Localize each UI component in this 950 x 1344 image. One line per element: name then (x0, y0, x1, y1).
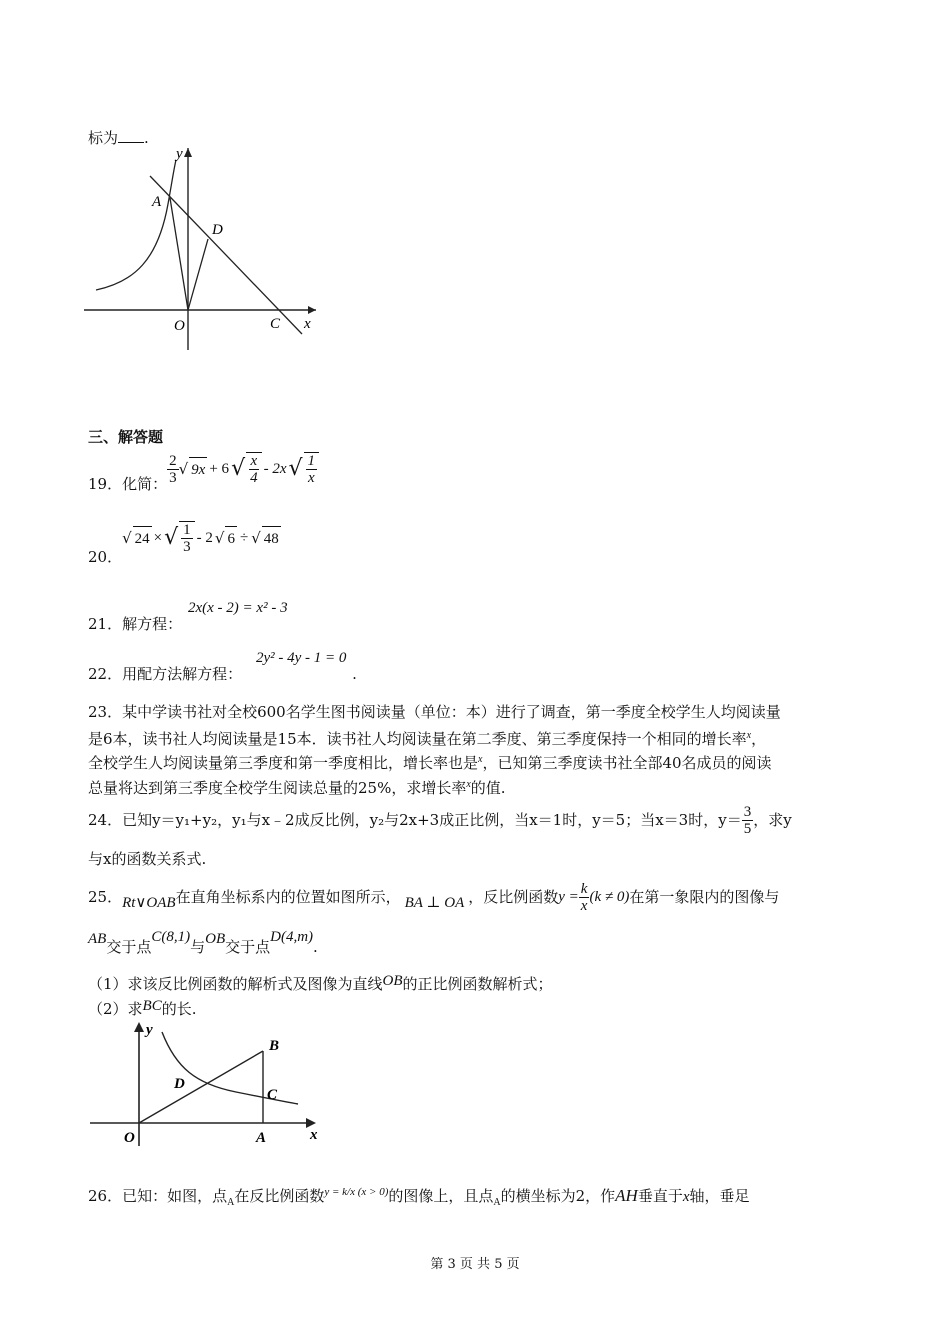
label-c: C (267, 1087, 278, 1103)
question-20: 20． √ 24 × √ $\frac{1}{3}$ - 2 √ 6 ÷ √ 48 (88, 522, 279, 566)
label-d: D (212, 222, 223, 238)
q24-line-2: 与x的函数关系式. (88, 850, 207, 868)
q23-line-2: 是6本，读书社人均阅读量是15本．读书社人均阅读量在第二季度、第三季度保持一个相同的增长率$^x$， (88, 730, 767, 748)
figure-1-graph (84, 142, 324, 357)
frac-2-3: $\frac{2}{3}$ (169, 452, 177, 486)
q25-line-2: AB 交于点 C(8,1) 与 OB 交于点 D(4,m) . (88, 929, 318, 956)
q23-line-4: 总量将达到第三季度全校学生阅读总量的25%，求增长率$^x$的值. (88, 779, 506, 797)
q18-tail: 标为 . (88, 129, 149, 147)
label-d: D (174, 1076, 185, 1092)
figure-2-graph (86, 1018, 336, 1153)
segment-od (188, 239, 208, 310)
q21-equation: 2x(x - 2) = x² - 3 (188, 600, 288, 616)
q23-line-3: 全校学生人均阅读量第三季度和第一季度相比，增长率也是$^x$，已知第三季度读书社全部40名成员的阅读 (88, 754, 772, 772)
label-o: O (174, 318, 185, 334)
q19-expression: $\frac{2}{3}$ √ 9x + 6 √ $\frac{x}{4}$ - 2x √ $\frac{1}{x}$ (167, 452, 319, 486)
page-footer: 第 3 页 共 5 页 (430, 1257, 520, 1272)
question-21: 21．解方程： (88, 615, 183, 633)
y-axis-arrow (184, 148, 192, 157)
label-a: A (152, 194, 162, 210)
y-axis-arrow (134, 1022, 144, 1032)
label-y: y (176, 146, 183, 162)
segment-ob (139, 1051, 263, 1123)
q25-sub-2: （2）求BC的长. (88, 998, 197, 1018)
label-c: C (270, 316, 281, 332)
section-title: 三、解答题 (88, 428, 164, 446)
q25-line-1: 25． Rt∨OAB 在直角坐标系内的位置如图所示， BA ⊥ OA ，反比例函数 y = $\frac{k}{x}$ (k ≠ 0) 在第一象限内的图像与 (88, 880, 780, 914)
q20-expression: √ 24 × √ $\frac{1}{3}$ - 2 √ 6 ÷ √ 48 (122, 522, 279, 555)
label-a: A (256, 1130, 267, 1146)
frac-3-5: $\frac{3}{5}$ (743, 803, 752, 837)
x-axis-arrow (308, 306, 316, 314)
q24-line-1: 24．已知y＝y₁+y₂，y₁与x﹣2成反比例，y₂与2x+3成正比例，当x＝1时，y＝5；当x＝3时，y＝ $\frac{3}{5}$ ，求y (88, 803, 792, 837)
question-26: 26．已知：如图，点$_A$在反比例函数$^{y = k/x (x > 0)}$的图像上，且点$_A$的横坐标为2，作AH垂直于x轴，垂足 (88, 1186, 750, 1208)
label-o: O (124, 1130, 135, 1146)
label-x: x (310, 1127, 318, 1143)
answer-blank (118, 128, 144, 143)
q25-sub-1: （1）求该反比例函数的解析式及图像为直线OB的正比例函数解析式； (88, 973, 553, 993)
hyperbola-curve (96, 160, 176, 290)
question-19: 19． 化简： $\frac{2}{3}$ √ 9x + 6 √ $\frac{x}{4}$ - 2x √ $\frac{1}{x}$ (88, 452, 319, 496)
label-b: B (269, 1038, 280, 1054)
q23-line-1: 23．某中学读书社对全校600名学生图书阅读量（单位：本）进行了调查，第一季度全校学生人均阅读量 (88, 703, 781, 721)
question-22: 22．用配方法解方程： . (88, 665, 357, 683)
label-y: y (146, 1022, 153, 1038)
segment-ao (170, 198, 188, 310)
label-x: x (304, 316, 311, 332)
q22-equation: 2y² - 4y - 1 = 0 (256, 650, 347, 666)
